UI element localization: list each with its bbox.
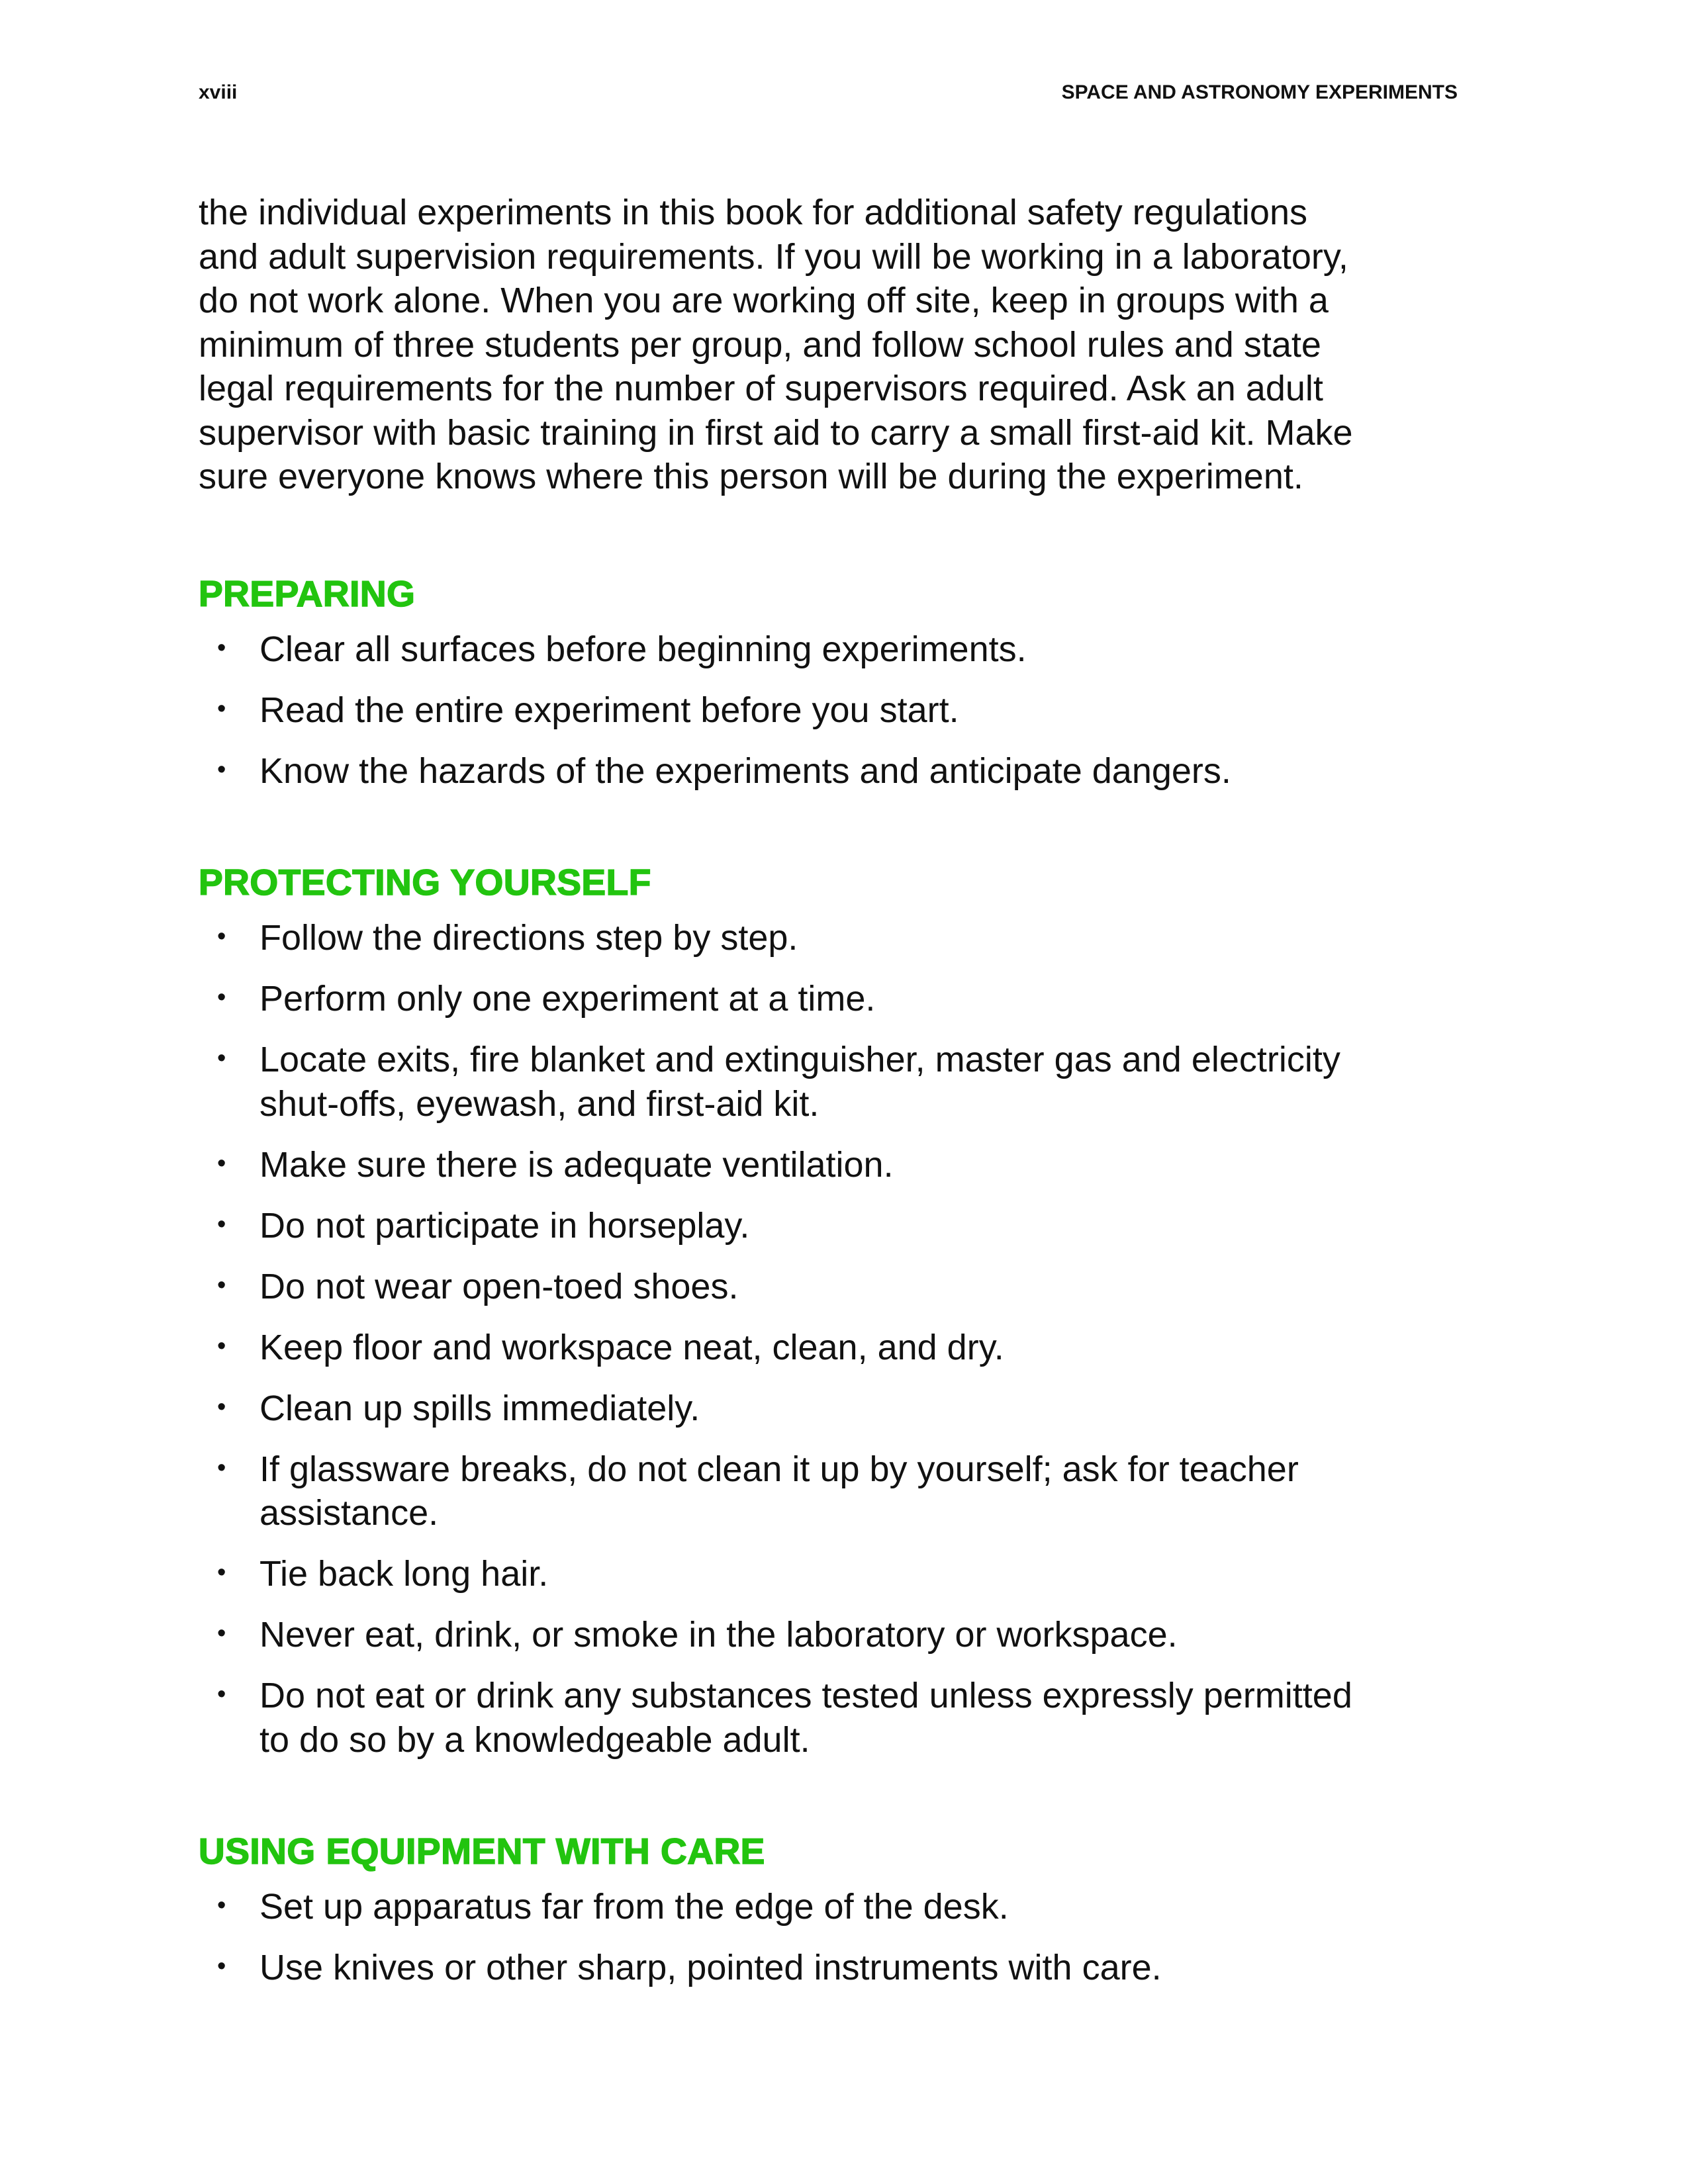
- bullet-list: [199, 627, 1458, 794]
- bullet-text: Make sure there is adequate ventilation.: [259, 1144, 894, 1185]
- bullet-text: to do so by a knowledgeable adult.: [259, 1719, 810, 1760]
- bullet-text: Do not wear open-toed shoes.: [259, 1266, 739, 1306]
- intro-line: sure everyone knows where this person will be during the experiment.: [199, 457, 1303, 496]
- page-number: xviii: [199, 81, 238, 103]
- bullet-icon: •: [217, 633, 226, 662]
- bullet-icon: •: [217, 1619, 226, 1647]
- bullet-item: [199, 1038, 1458, 1126]
- bullet-text: Do not eat or drink any substances tested unless expressly permitted: [259, 1676, 1352, 1715]
- bullet-icon: •: [217, 1453, 226, 1482]
- bullet-item: [199, 1265, 1458, 1309]
- bullet-item: [199, 1674, 1458, 1762]
- intro-line: do not work alone. When you are working off site, keep in groups with a: [199, 281, 1329, 320]
- bullet-icon: •: [217, 694, 226, 723]
- bullet-icon: •: [217, 1210, 226, 1238]
- bullet-text: shut-offs, eyewash, and first-aid kit.: [259, 1083, 820, 1124]
- bullet-icon: •: [217, 1891, 226, 1919]
- bullet-item: [199, 1447, 1458, 1535]
- bullet-icon: •: [217, 1332, 226, 1360]
- intro-line: the individual experiments in this book for additional safety regulations: [199, 193, 1307, 232]
- bullet-item: [199, 1552, 1458, 1596]
- bullet-text: Know the hazards of the experiments and anticipate dangers.: [259, 751, 1231, 791]
- bullet-item: [199, 1143, 1458, 1187]
- bullet-text: assistance.: [259, 1493, 439, 1533]
- bullet-item: [199, 1326, 1458, 1370]
- page-header: [199, 78, 1458, 107]
- bullet-text: Tie back long hair.: [259, 1554, 549, 1594]
- sections-container: [199, 570, 1458, 1990]
- bullet-text: Use knives or other sharp, pointed instruments with care.: [259, 1948, 1162, 1987]
- bullet-icon: •: [217, 1392, 226, 1421]
- bullet-text: Locate exits, fire blanket and extinguisher, master gas and electricity: [259, 1040, 1340, 1079]
- intro-line: and adult supervision requirements. If you will be working in a laboratory,: [199, 236, 1348, 277]
- bullet-text: Clean up spills immediately.: [259, 1388, 700, 1428]
- bullet-item: [199, 688, 1458, 733]
- bullet-item: [199, 1885, 1458, 1929]
- bullet-icon: •: [217, 755, 226, 784]
- intro-line: legal requirements for the number of supervisors required. Ask an adult: [199, 369, 1323, 408]
- bullet-text: Clear all surfaces before beginning experiments.: [259, 629, 1027, 669]
- bullet-text: Read the entire experiment before you start.: [259, 690, 959, 730]
- bullet-text: Do not participate in horseplay.: [259, 1205, 750, 1246]
- section: [199, 859, 1458, 1762]
- bullet-icon: •: [217, 1044, 226, 1072]
- bullet-icon: •: [217, 1559, 226, 1586]
- bullet-icon: •: [217, 1952, 226, 1980]
- bullet-icon: •: [217, 923, 226, 950]
- intro-paragraph: [199, 191, 1458, 499]
- bullet-item: [199, 1204, 1458, 1248]
- bullet-icon: •: [217, 1271, 226, 1299]
- bullet-item: [199, 916, 1458, 960]
- bullet-text: Never eat, drink, or smoke in the laboratory or workspace.: [259, 1615, 1178, 1655]
- section: [199, 1828, 1458, 1990]
- bullet-item: [199, 977, 1458, 1021]
- bullet-text: Keep floor and workspace neat, clean, and dry.: [259, 1327, 1004, 1367]
- bullet-icon: •: [217, 1680, 226, 1708]
- bullet-item: [199, 627, 1458, 672]
- bullet-text: Follow the directions step by step.: [259, 918, 798, 958]
- section-heading: USING EQUIPMENT WITH CARE: [199, 1831, 765, 1872]
- running-head: SPACE AND ASTRONOMY EXPERIMENTS: [1061, 81, 1458, 103]
- bullet-text: Set up apparatus far from the edge of the desk.: [259, 1887, 1009, 1927]
- section-heading: PROTECTING YOURSELF: [199, 862, 651, 903]
- page-content: [199, 191, 1458, 1990]
- bullet-text: Perform only one experiment at a time.: [259, 979, 876, 1019]
- bullet-list: [199, 916, 1458, 1762]
- bullet-list: [199, 1885, 1458, 1990]
- bullet-item: [199, 1946, 1458, 1990]
- section: [199, 570, 1458, 794]
- bullet-item: [199, 1613, 1458, 1657]
- bullet-item: [199, 749, 1458, 794]
- bullet-text: If glassware breaks, do not clean it up by yourself; ask for teacher: [259, 1449, 1299, 1489]
- bullet-icon: •: [217, 983, 226, 1011]
- bullet-icon: •: [217, 1149, 226, 1177]
- intro-line: minimum of three students per group, and follow school rules and state: [199, 324, 1321, 365]
- intro-line: supervisor with basic training in first aid to carry a small first-aid kit. Make: [199, 412, 1353, 453]
- section-heading: PREPARING: [199, 572, 416, 614]
- bullet-item: [199, 1387, 1458, 1431]
